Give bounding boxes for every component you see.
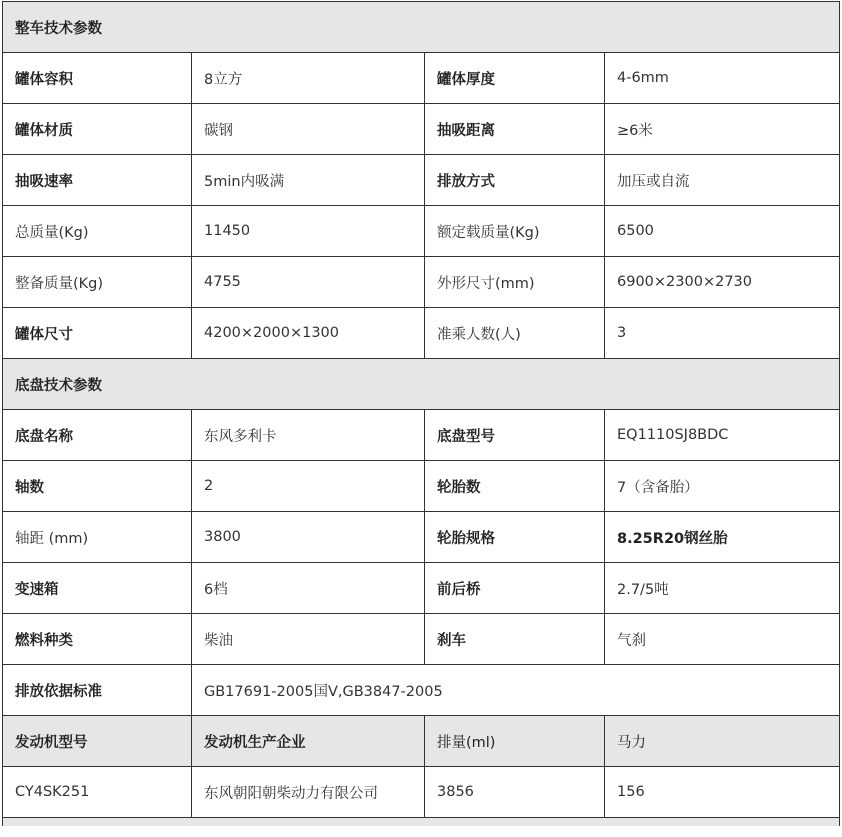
param-value: 6500	[605, 206, 840, 257]
table-row	[3, 53, 840, 104]
param-value: 加压或自流	[605, 155, 840, 206]
section-title-chassis: 底盘技术参数	[3, 359, 840, 410]
emission-row	[3, 665, 840, 716]
table-row	[3, 461, 840, 512]
table-row	[3, 206, 840, 257]
param-value: 4200×2000×1300	[192, 308, 425, 359]
param-value: 4-6mm	[605, 53, 840, 104]
param-value: 8.25R20钢丝胎	[605, 512, 840, 563]
table-row	[3, 308, 840, 359]
table-row	[3, 512, 840, 563]
param-value: 2.7/5吨	[605, 563, 840, 614]
table-continuation-row	[3, 818, 840, 826]
engine-model-value: CY4SK251	[3, 767, 192, 818]
param-label: 整备质量(Kg)	[3, 257, 192, 308]
engine-header-displacement: 排量(ml)	[425, 716, 605, 767]
param-value: ≥6米	[605, 104, 840, 155]
param-label: 轴数	[3, 461, 192, 512]
section-row-vehicle	[3, 2, 840, 53]
param-label: 轴距 (mm)	[3, 512, 192, 563]
engine-header-manufacturer: 发动机生产企业	[192, 716, 425, 767]
param-value: 气刹	[605, 614, 840, 665]
param-label: 罐体尺寸	[3, 308, 192, 359]
param-label: 轮胎规格	[425, 512, 605, 563]
engine-header-row	[3, 716, 840, 767]
param-value: 11450	[192, 206, 425, 257]
param-label: 变速箱	[3, 563, 192, 614]
table-row	[3, 257, 840, 308]
table-row	[3, 563, 840, 614]
param-value: 4755	[192, 257, 425, 308]
table-row	[3, 410, 840, 461]
param-label: 燃料种类	[3, 614, 192, 665]
param-label: 外形尺寸(mm)	[425, 257, 605, 308]
section-row-chassis	[3, 359, 840, 410]
engine-header-horsepower: 马力	[605, 716, 840, 767]
spec-table	[2, 1, 840, 826]
table-row	[3, 155, 840, 206]
param-value: 6900×2300×2730	[605, 257, 840, 308]
emission-value: GB17691-2005国Ⅴ,GB3847-2005	[192, 665, 840, 716]
param-value: 柴油	[192, 614, 425, 665]
param-label: 前后桥	[425, 563, 605, 614]
engine-displacement-value: 3856	[425, 767, 605, 818]
engine-value-row	[3, 767, 840, 818]
param-value: EQ1110SJ8BDC	[605, 410, 840, 461]
param-label: 刹车	[425, 614, 605, 665]
param-label: 总质量(Kg)	[3, 206, 192, 257]
param-label: 罐体材质	[3, 104, 192, 155]
param-value: 3800	[192, 512, 425, 563]
table-row	[3, 614, 840, 665]
emission-label: 排放依据标准	[3, 665, 192, 716]
engine-header-model: 发动机型号	[3, 716, 192, 767]
param-label: 抽吸速率	[3, 155, 192, 206]
param-value: 5min内吸满	[192, 155, 425, 206]
param-label: 底盘名称	[3, 410, 192, 461]
param-label: 额定载质量(Kg)	[425, 206, 605, 257]
table-continuation	[3, 818, 840, 826]
param-label: 底盘型号	[425, 410, 605, 461]
param-value: 3	[605, 308, 840, 359]
param-label: 罐体容积	[3, 53, 192, 104]
section-title-vehicle: 整车技术参数	[3, 2, 840, 53]
param-label: 准乘人数(人)	[425, 308, 605, 359]
engine-horsepower-value: 156	[605, 767, 840, 818]
param-value: 6档	[192, 563, 425, 614]
table-row	[3, 104, 840, 155]
param-value: 7（含备胎）	[605, 461, 840, 512]
engine-manufacturer-value: 东风朝阳朝柴动力有限公司	[192, 767, 425, 818]
param-label: 排放方式	[425, 155, 605, 206]
param-label: 抽吸距离	[425, 104, 605, 155]
param-label: 罐体厚度	[425, 53, 605, 104]
param-value: 8立方	[192, 53, 425, 104]
param-value: 2	[192, 461, 425, 512]
param-value: 碳钢	[192, 104, 425, 155]
param-value: 东风多利卡	[192, 410, 425, 461]
param-label: 轮胎数	[425, 461, 605, 512]
